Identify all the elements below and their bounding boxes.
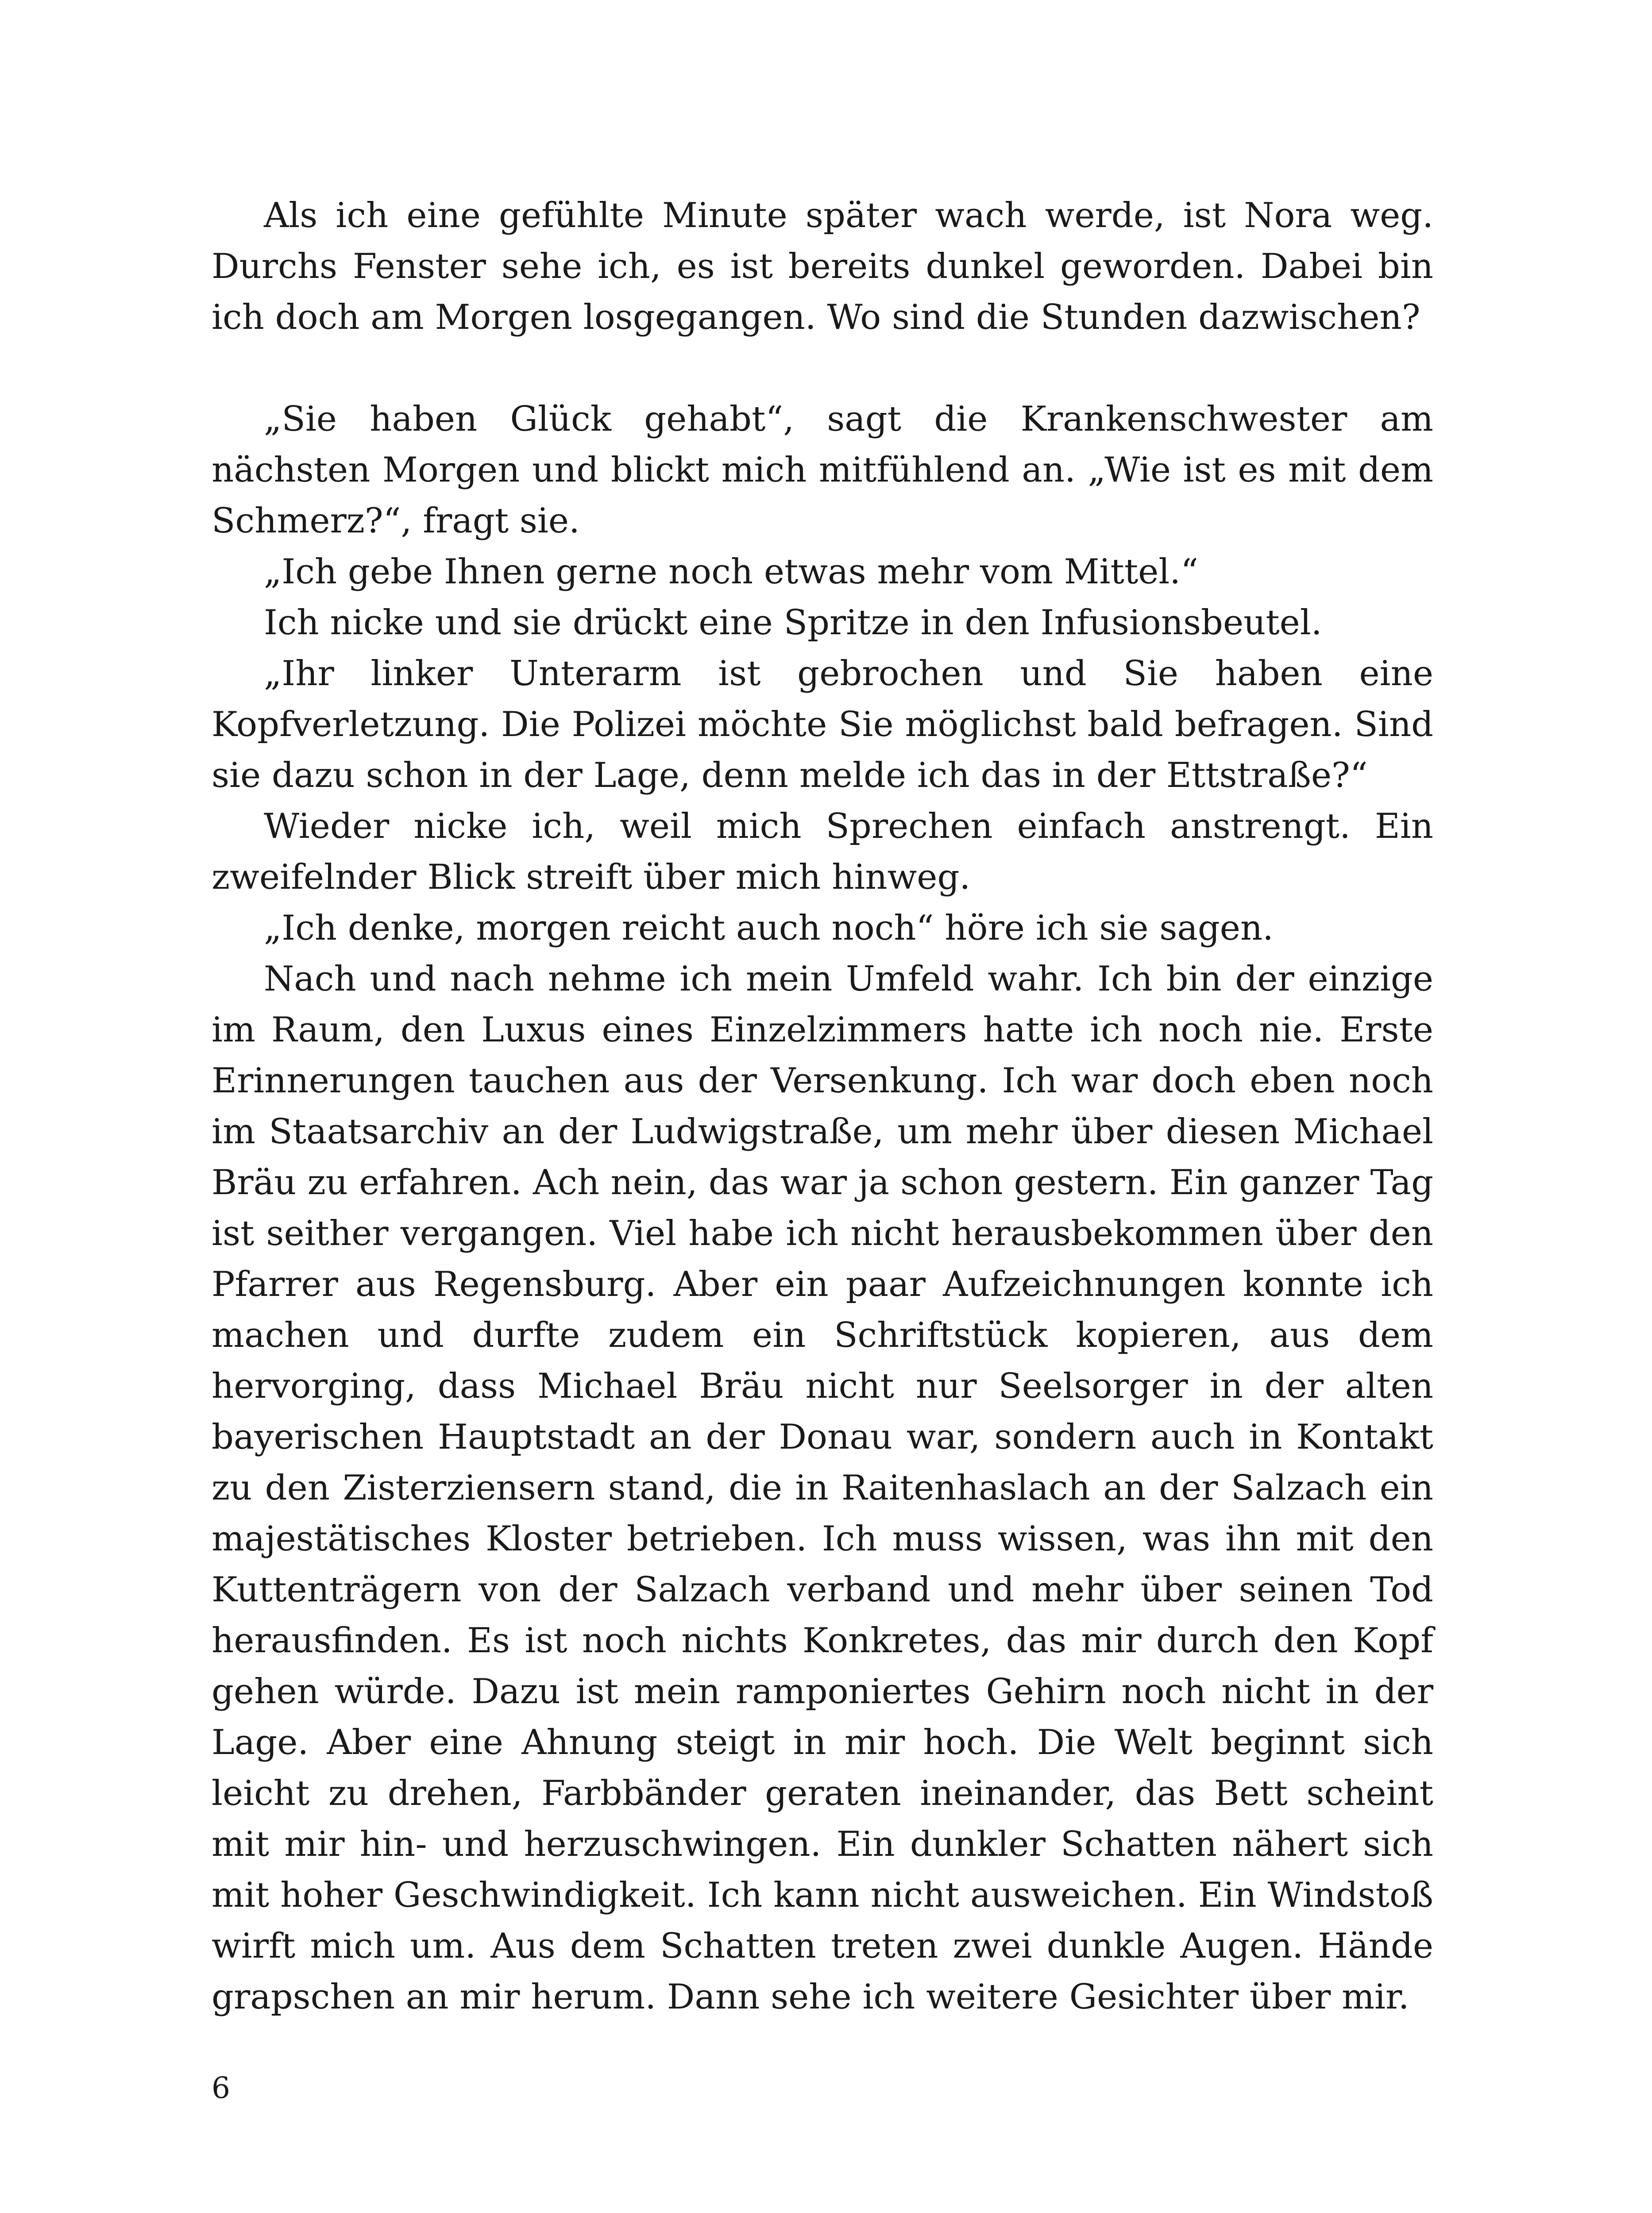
page-number: 6 <box>212 2071 230 2105</box>
paragraph-memories: Nach und nach nehme ich mein Umfeld wahr. Ich bin der einzige im Raum, den Luxus eines Einzelzimmers hatte ich noch nie. Erste Erinnerungen tauchen aus der Versenkung. Ich war doch eben noch im Staatsarchiv an der Ludwigstraße, um mehr über diesen Michael Bräu zu erfahren. Ach nein, das war ja schon gestern. Ein ganzer Tag ist seither vergangen. Viel habe ich nicht herausbekommen über den Pfarrer aus Regensburg. Aber ein paar Aufzeichnungen konnte ich machen und durfte zudem ein Schriftstück kopieren, aus dem hervorging, dass Michael Bräu nicht nur Seelsorger in der alten bayerischen Hauptstadt an der Donau war, sondern auch in Kontakt zu den Zisterziensern stand, die in Raitenhaslach an der Salzach ein majestätisches Kloster betrieben. Ich muss wissen, was ihn mit den Kuttenträgern von der Salzach verband und mehr über seinen Tod herausfinden. Es ist noch nichts Konkretes, das mir durch den Kopf gehen würde. Dazu ist mein ramponiertes Gehirn noch nicht in der Lage. Aber eine Ahnung steigt in mir hoch. Die Welt beginnt sich leicht zu drehen, Farbbänder geraten ineinander, das Bett scheint mit mir hin- und herzuschwingen. Ein dunkler Schatten nähert sich mit hoher Geschwindigkeit. Ich kann nicht ausweichen. Ein Windstoß wirft mich um. Aus dem Schatten treten zwei dunkle Augen. Hände grapschen an mir herum. Dann sehe ich weitere Gesichter über mir. <box>212 959 1433 2017</box>
paragraph-nodding: Wieder nicke ich, weil mich Sprechen einfach anstrengt. Ein zweifelnder Blick streift über mich hinweg. <box>212 806 1433 897</box>
paragraph-injuries: „Ihr linker Unterarm ist gebrochen und Sie haben eine Kopfverletzung. Die Polizei möchte Sie möglichst bald befragen. Sind sie dazu schon in der Lage, denn melde ich das in der Ettstraße?“ <box>212 654 1433 795</box>
paragraph-waking: Als ich eine gefühlte Minute später wach werde, ist Nora weg. Durchs Fenster sehe ich, es ist bereits dunkel geworden. Dabei bin ich doch am Morgen losgegangen. Wo sind die Stunden dazwischen? <box>212 196 1433 337</box>
paragraph-nurse-offer: „Ich gebe Ihnen gerne noch etwas mehr vom Mittel.“ <box>264 552 1198 592</box>
body-text <box>212 190 1433 2023</box>
paragraph-tomorrow: „Ich denke, morgen reicht auch noch“ höre ich sie sagen. <box>264 908 1274 948</box>
paragraph-nurse-greeting: „Sie haben Glück gehabt“, sagt die Krankenschwester am nächsten Morgen und blickt mich mitfühlend an. „Wie ist es mit dem Schmerz?“, fragt sie. <box>212 399 1433 541</box>
paragraph-injection: Ich nicke und sie drückt eine Spritze in den Infusionsbeutel. <box>264 603 1322 643</box>
